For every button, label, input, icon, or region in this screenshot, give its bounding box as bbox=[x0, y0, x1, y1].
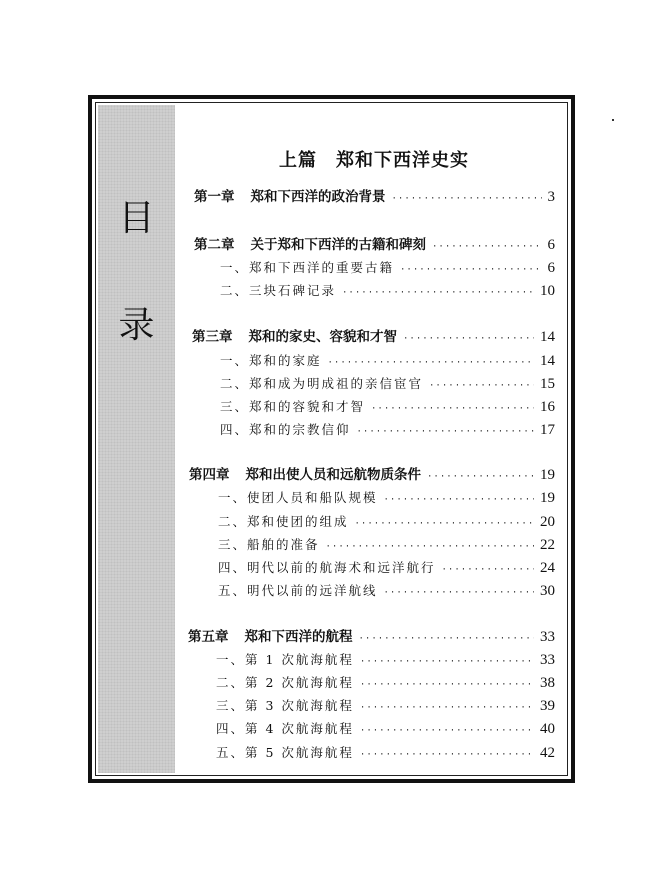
leader-dots bbox=[403, 329, 534, 349]
page-number: 38 bbox=[540, 675, 555, 691]
chapter-title: 郑和下西洋的政治背景 bbox=[250, 189, 386, 205]
leader-dots bbox=[392, 189, 542, 209]
section-title: 五、明代以前的远洋航线 bbox=[218, 583, 378, 598]
section-title: 二、三块石碑记录 bbox=[220, 283, 337, 298]
chapter-number: 第二章 bbox=[194, 237, 235, 253]
chapter-number: 第四章 bbox=[189, 467, 230, 483]
toc-section[interactable] bbox=[218, 535, 555, 555]
page-number: 39 bbox=[540, 698, 555, 714]
section-title: 一、郑和的家庭 bbox=[220, 353, 322, 368]
page-number: 19 bbox=[540, 467, 555, 483]
leader-dots bbox=[355, 514, 534, 534]
leader-dots bbox=[359, 629, 535, 649]
sidebar-char-mu: 目 bbox=[118, 198, 155, 239]
part-title: 上篇 郑和下西洋史实 bbox=[279, 150, 469, 171]
page-number: 17 bbox=[540, 422, 555, 438]
leader-dots bbox=[342, 283, 534, 303]
toc-chapter-2[interactable] bbox=[194, 235, 555, 255]
page-number: 6 bbox=[547, 260, 555, 276]
toc-chapter-3[interactable] bbox=[192, 327, 555, 347]
chapter-number: 第五章 bbox=[188, 629, 229, 645]
toc-chapter-4[interactable] bbox=[189, 465, 555, 485]
chapter-title: 郑和的家史、容貌和才智 bbox=[248, 329, 397, 345]
leader-dots bbox=[360, 745, 534, 765]
section-title: 一、第 1 次航海航程 bbox=[216, 652, 354, 667]
chapter-number: 第一章 bbox=[194, 189, 235, 205]
toc-section[interactable] bbox=[220, 397, 555, 417]
section-title: 一、使团人员和船队规模 bbox=[218, 490, 378, 505]
section-title: 二、郑和使团的组成 bbox=[218, 514, 349, 529]
page-number: 33 bbox=[540, 652, 555, 668]
leader-dots bbox=[360, 652, 534, 672]
toc-section[interactable] bbox=[218, 558, 555, 578]
leader-dots bbox=[384, 490, 534, 510]
leader-dots bbox=[357, 422, 534, 442]
page-number: 10 bbox=[540, 283, 555, 299]
section-title: 三、郑和的容貌和才智 bbox=[220, 399, 366, 414]
page-number: 30 bbox=[540, 583, 555, 599]
page-number: 22 bbox=[540, 537, 555, 553]
section-title: 三、第 3 次航海航程 bbox=[216, 698, 354, 713]
toc-section[interactable] bbox=[220, 258, 555, 278]
page-number: 3 bbox=[547, 189, 555, 205]
leader-dots bbox=[427, 467, 534, 487]
leader-dots bbox=[326, 537, 534, 557]
page-number: 33 bbox=[540, 629, 555, 645]
toc-frame bbox=[88, 95, 575, 783]
leader-dots bbox=[384, 583, 534, 603]
leader-dots bbox=[360, 721, 534, 741]
toc-section[interactable] bbox=[220, 281, 555, 301]
toc-section[interactable] bbox=[218, 581, 555, 601]
section-title: 二、第 2 次航海航程 bbox=[216, 675, 354, 690]
page-number: 40 bbox=[540, 721, 555, 737]
chapter-title: 郑和下西洋的航程 bbox=[244, 629, 353, 645]
leader-dots bbox=[400, 260, 541, 280]
toc-chapter-5[interactable] bbox=[188, 627, 555, 647]
leader-dots bbox=[371, 399, 534, 419]
section-title: 四、第 4 次航海航程 bbox=[216, 721, 354, 736]
toc-content bbox=[96, 103, 567, 775]
toc-inner-frame bbox=[95, 102, 568, 776]
toc-section[interactable] bbox=[216, 696, 555, 716]
scan-speck bbox=[612, 119, 614, 121]
page-number: 24 bbox=[540, 560, 555, 576]
toc-section[interactable] bbox=[218, 512, 555, 532]
chapter-title: 郑和出使人员和远航物质条件 bbox=[245, 467, 421, 483]
toc-section[interactable] bbox=[216, 743, 555, 763]
page-number: 19 bbox=[540, 490, 555, 506]
page-number: 15 bbox=[540, 376, 555, 392]
leader-dots bbox=[429, 376, 534, 396]
toc-section[interactable] bbox=[220, 351, 555, 371]
chapter-number: 第三章 bbox=[192, 329, 233, 345]
leader-dots bbox=[360, 675, 534, 695]
toc-section[interactable] bbox=[216, 719, 555, 739]
toc-chapter-1[interactable] bbox=[194, 187, 555, 207]
toc-section[interactable] bbox=[220, 374, 555, 394]
toc-section[interactable] bbox=[216, 673, 555, 693]
page-number: 14 bbox=[540, 353, 555, 369]
page-number: 42 bbox=[540, 745, 555, 761]
leader-dots bbox=[432, 237, 542, 257]
page-number: 16 bbox=[540, 399, 555, 415]
sidebar-char-lu: 录 bbox=[118, 305, 155, 346]
chapter-title: 关于郑和下西洋的古籍和碑刻 bbox=[250, 237, 426, 253]
leader-dots bbox=[442, 560, 534, 580]
leader-dots bbox=[360, 698, 534, 718]
section-title: 二、郑和成为明成祖的亲信宦官 bbox=[220, 376, 424, 391]
toc-section[interactable] bbox=[218, 488, 555, 508]
section-title: 三、船舶的准备 bbox=[218, 537, 320, 552]
leader-dots bbox=[328, 353, 534, 373]
section-title: 五、第 5 次航海航程 bbox=[216, 745, 354, 760]
section-title: 四、郑和的宗教信仰 bbox=[220, 422, 351, 437]
toc-section[interactable] bbox=[220, 420, 555, 440]
section-title: 四、明代以前的航海术和远洋航行 bbox=[218, 560, 436, 575]
page-number: 6 bbox=[547, 237, 555, 253]
toc-section[interactable] bbox=[216, 650, 555, 670]
page-number: 14 bbox=[540, 329, 555, 345]
page-number: 20 bbox=[540, 514, 555, 530]
section-title: 一、郑和下西洋的重要古籍 bbox=[220, 260, 395, 275]
